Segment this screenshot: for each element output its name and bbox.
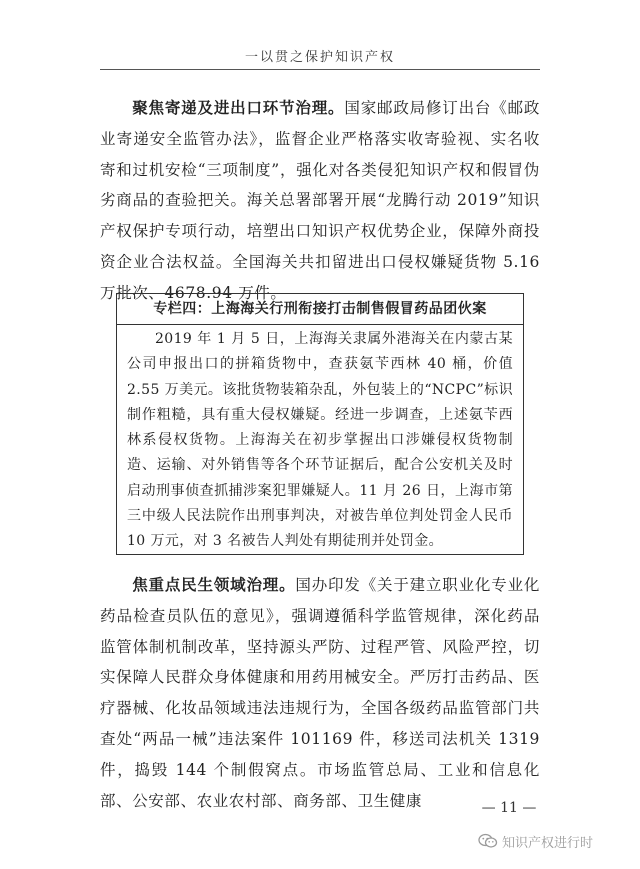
page-number: — 11 — <box>481 800 537 816</box>
paragraph-livelihood <box>100 570 540 816</box>
feature-box <box>116 293 524 555</box>
feature-box-title: 专栏四：上海海关行刑衔接打击制售假冒药品团伙案 <box>117 294 523 325</box>
header-rule <box>100 69 540 70</box>
paragraph-lead: 焦重点民生领域治理。 <box>132 576 296 594</box>
paragraph-customs-postal <box>100 93 540 309</box>
feature-box-body-wrap <box>117 325 523 555</box>
paragraph-text: 国家邮政局修订出台《邮政业寄递安全监管办法》，监督企业严格落实收寄验视、实名收寄和过机安检“三项制度”，强化对各类侵犯知识产权和假冒伪劣商品的查验把关。海关总署部署开展“龙腾行动 2019”知识产权保护专项行动，培塑出口知识产权优势企业，保障外商投资企业合法权益。全国海关共扣留进出口侵权嫌疑货物 5.16 万批次、4678.94 万件。 <box>100 99 540 302</box>
paragraph-lead: 聚焦寄递及进出口环节治理。 <box>132 99 345 117</box>
paragraph-text: 国办印发《关于建立职业化专业化药品检查员队伍的意见》，强调遵循科学监管规律，深化药品监管体制机制改革，坚持源头严防、过程严管、风险严控，切实保障人民群众身体健康和用药用械安全。严厉打击药品、医疗器械、化妆品领域违法违规行为，全国各级药品监管部门共查处“两品一械”违法案件 101169 件，移送司法机关 1319 件，捣毁 144 个制假窝点。市场监管总局、工业和信息化部、公安部、农业农村部、商务部、卫生健康 <box>100 576 540 810</box>
watermark <box>478 830 593 852</box>
feature-box-body: 2019 年 1 月 5 日，上海海关隶属外港海关在内蒙古某公司申报出口的拼箱货物中，查获氨苄西林 40 桶，价值 2.55 万美元。该批货物装箱杂乱，外包装上的“NCPC”标识制作粗糙，具有重大侵权嫌疑。经进一步调查，上述氨苄西林系侵权货物。上海海关在初步掌握出口涉嫌侵权货物制造、运输、对外销售等各个环节证据后，配合公安机关及时启动刑事侦查抓捕涉案犯罪嫌疑人。11 月 26 日，上海市第三中级人民法院作出刑事判决，对被告单位判处罚金人民币 10 万元，对 3 名被告人判处有期徒刑并处罚金。 <box>127 331 513 550</box>
wechat-icon <box>478 833 498 849</box>
watermark-text: 知识产权进行时 <box>502 835 594 851</box>
running-header: 一以贯之保护知识产权 <box>244 50 395 65</box>
